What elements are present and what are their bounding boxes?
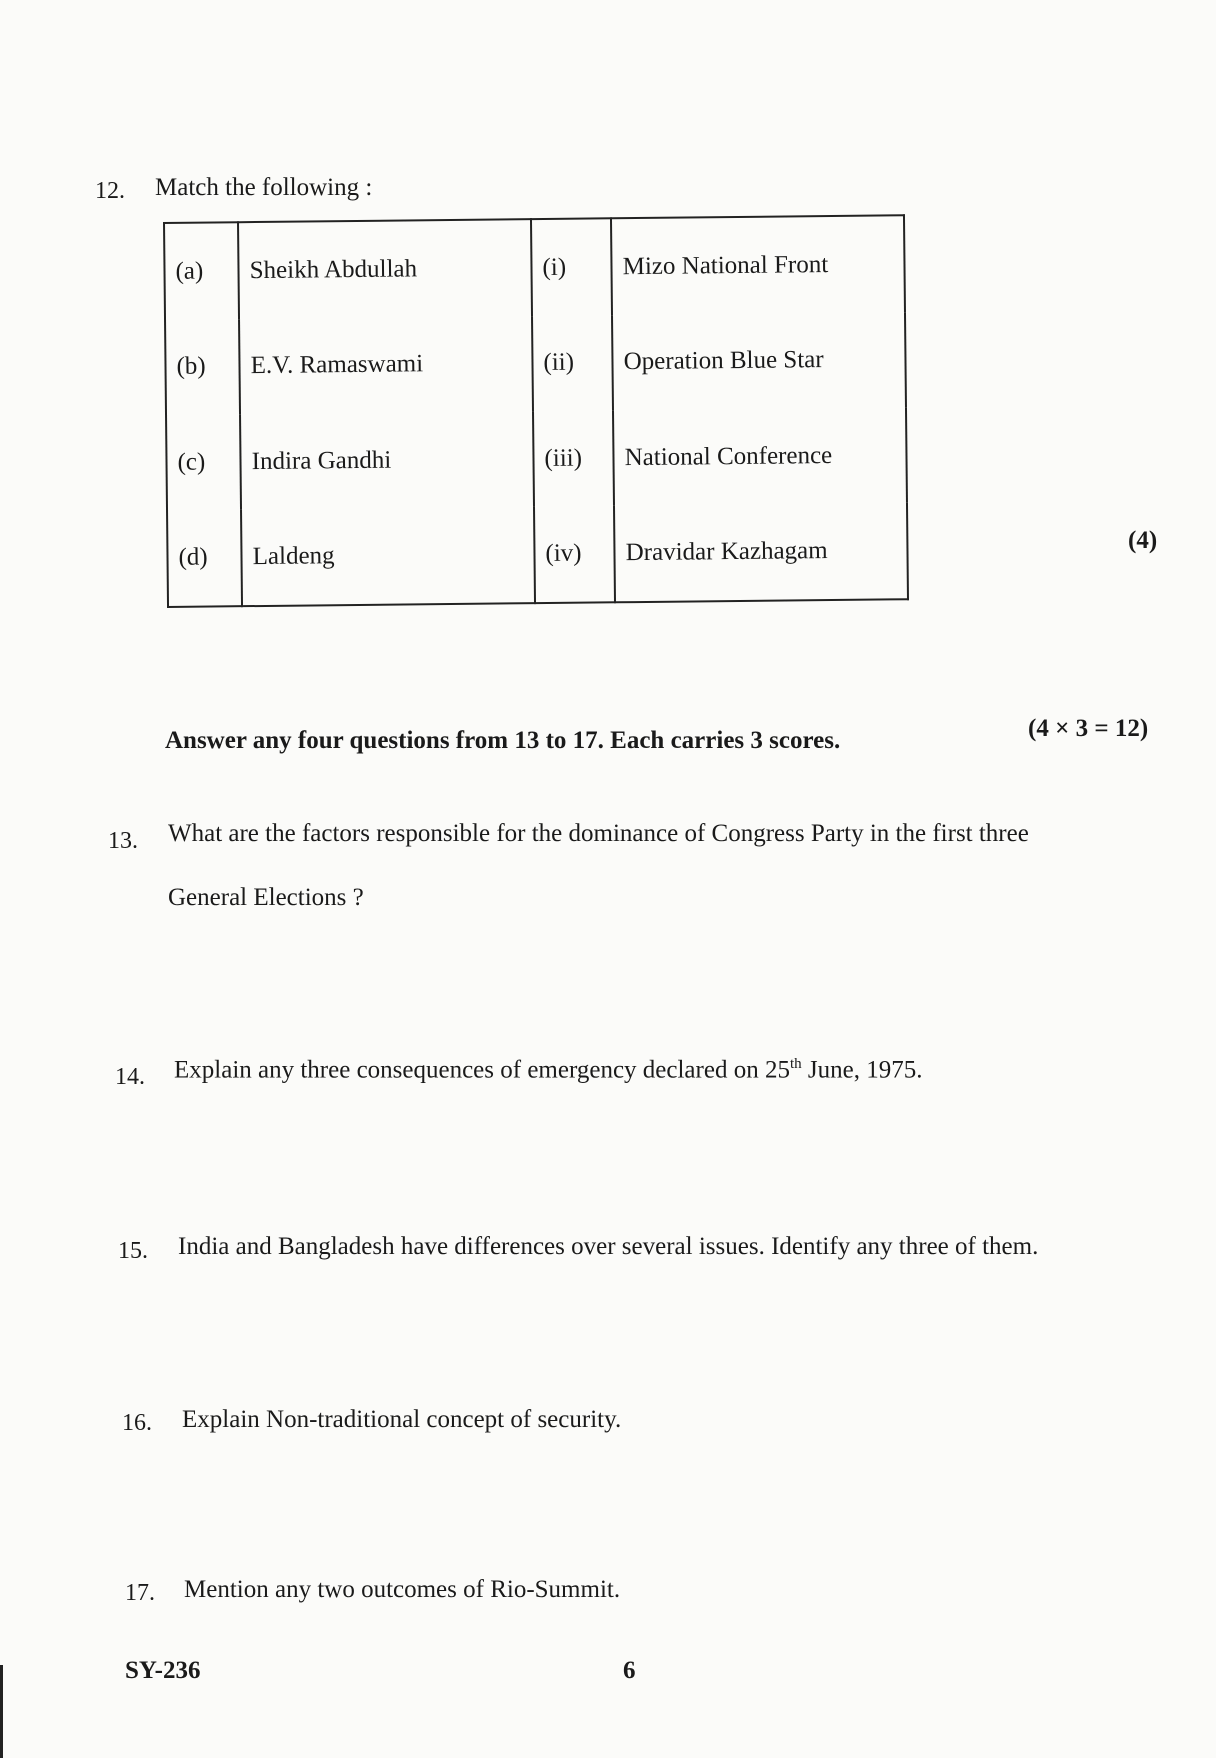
- left-item: Laldeng: [241, 507, 535, 607]
- q14-number: 14.: [115, 1064, 145, 1090]
- q13-line2: General Elections ?: [168, 884, 364, 911]
- right-label: (ii): [532, 315, 613, 411]
- left-item: E.V. Ramaswami: [239, 316, 533, 415]
- table-row: [167, 503, 908, 607]
- section-marks: (4 × 3 = 12): [1028, 715, 1149, 742]
- q14-text: [174, 1056, 922, 1084]
- q17-text: Mention any two outcomes of Rio-Summit.: [184, 1576, 621, 1603]
- table-row: [166, 407, 907, 510]
- table-row: [164, 215, 905, 319]
- q16-number: 16.: [122, 1410, 152, 1436]
- q14-text-before: Explain any three consequences of emergency declared on 25: [174, 1056, 790, 1084]
- right-label: (i): [531, 218, 612, 315]
- match-table: [163, 214, 909, 608]
- left-label: (b): [165, 319, 240, 415]
- section-instruction: Answer any four questions from 13 to 17. Each carries 3 scores.: [165, 727, 841, 754]
- footer-code: SY-236: [125, 1657, 201, 1684]
- left-label: (d): [167, 510, 242, 607]
- q15-number: 15.: [118, 1238, 148, 1264]
- left-label: (c): [166, 414, 241, 510]
- right-item: Dravidar Kazhagam: [614, 503, 908, 603]
- left-item: Indira Gandhi: [240, 411, 534, 510]
- q14-sup: th: [789, 1056, 802, 1072]
- q17-number: 17.: [125, 1580, 155, 1606]
- right-item: Mizo National Front: [611, 215, 905, 315]
- right-label: (iv): [534, 506, 615, 603]
- q12-text: Match the following :: [155, 174, 373, 201]
- q15-text: India and Bangladesh have differences over several issues. Identify any three of them.: [178, 1233, 1039, 1260]
- right-label: (iii): [533, 410, 614, 506]
- q12-number: 12.: [95, 178, 125, 204]
- footer-page: 6: [623, 1657, 636, 1684]
- q13-line1: What are the factors responsible for the dominance of Congress Party in the first three: [168, 820, 1029, 847]
- q14-text-after: June, 1975.: [801, 1056, 923, 1084]
- left-item: Sheikh Abdullah: [238, 219, 532, 319]
- right-item: National Conference: [613, 407, 907, 506]
- q13-number: 13.: [108, 828, 138, 854]
- binding-edge-line: [0, 1665, 3, 1758]
- left-label: (a): [164, 222, 239, 319]
- q16-text: Explain Non-traditional concept of security.: [182, 1406, 622, 1433]
- q12-marks: (4): [1128, 527, 1158, 554]
- right-item: Operation Blue Star: [612, 312, 906, 411]
- table-row: [165, 312, 906, 415]
